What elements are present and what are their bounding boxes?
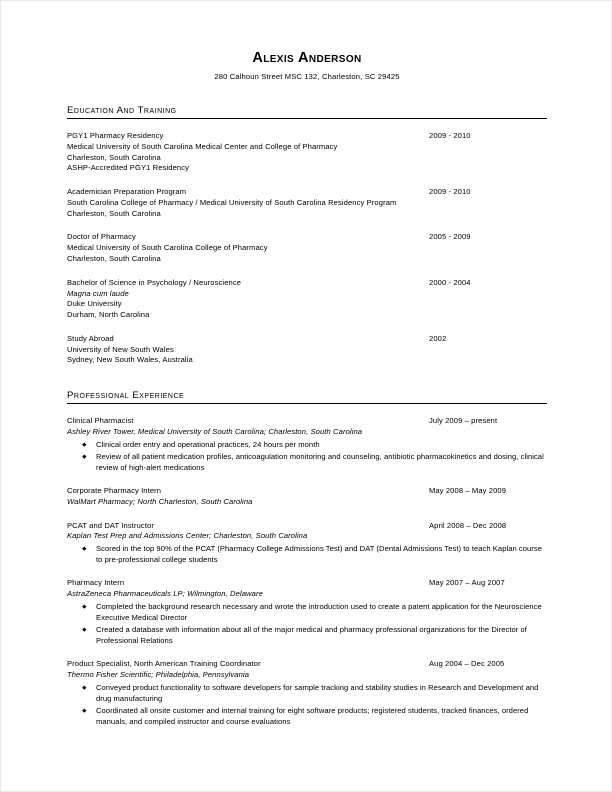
resume-entry xyxy=(67,278,547,321)
entry-detail-line: Medical University of South Carolina Medical Center and College of Pharmacy xyxy=(67,141,338,151)
entry-detail-line: Charleston, South Carolina xyxy=(67,152,161,162)
entry-title: Academician Preparation Program xyxy=(67,187,187,197)
entry-detail-line: Charleston, South Carolina xyxy=(67,208,161,218)
entry-detail-line: Sydney, New South Wales, Australia xyxy=(67,355,193,365)
bullet-item: Coordinated all onsite customer and internal training for eight software products; registered students, tracked finances, ordered manuals, and compiled instructor and course evaluations xyxy=(67,705,547,727)
entry-detail-line: Charleston, South Carolina xyxy=(67,253,161,263)
resume-entry xyxy=(67,659,547,727)
entry-subtitle: Ashley River Tower, Medical University of South Carolina; Charleston, South Carolina xyxy=(67,427,363,436)
resume-entry xyxy=(67,131,547,174)
bullet-item: Created a database with information about all of the major medical and pharmacy professional organizations for the Director of Professional Relations xyxy=(67,624,547,646)
entry-date: May 2008 – May 2009 xyxy=(429,486,507,496)
resume-entry xyxy=(67,486,547,508)
resume-entry xyxy=(67,521,547,566)
entry-bullet-list xyxy=(67,439,547,473)
entry-subtitle: AstraZeneca Pharmaceuticals LP; Wilmington, Delaware xyxy=(67,589,263,599)
entry-subtitle: Thermo Fisher Scientific; Philadelphia, Pennsylvania xyxy=(67,669,250,679)
resume-section xyxy=(67,105,547,366)
section-title: Professional Experience xyxy=(67,390,185,402)
candidate-address: 280 Calhoun Street MSC 132, Charleston, SC 29425 xyxy=(214,71,400,81)
bullet-item: Scored in the top 90% of the PCAT (Pharmacy College Admissions Test) and DAT (Dental Admissions Test) to teach Kaplan course to pre-professional college students xyxy=(67,543,547,565)
entry-detail-line: Medical University of South Carolina College of Pharmacy xyxy=(67,243,268,253)
entry-header xyxy=(67,334,547,345)
entry-date: 2002 xyxy=(429,333,447,343)
entry-title: Bachelor of Science in Psychology / Neuroscience xyxy=(67,277,242,287)
entry-date: 2005 - 2009 xyxy=(429,232,471,242)
entry-title: Pharmacy Intern xyxy=(67,578,125,588)
entry-bullet-list xyxy=(67,682,547,727)
bullet-item: Clinical order entry and operational practices, 24 hours per month xyxy=(67,439,547,450)
entry-title: PGY1 Pharmacy Residency xyxy=(67,130,164,140)
entry-date: 2009 - 2010 xyxy=(429,187,471,197)
entry-detail-line: South Carolina College of Pharmacy / Medical University of South Carolina Residency Program xyxy=(67,197,397,207)
resume-content xyxy=(67,1,547,740)
resume-sections xyxy=(67,105,547,727)
entry-title: Study Abroad xyxy=(67,333,114,343)
candidate-name: Alexis Anderson xyxy=(252,50,362,66)
entry-date: 2009 - 2010 xyxy=(429,130,471,140)
bullet-item: Review of all patient medication profiles, anticoagulation monitoring and counseling, antibiotic pharmacokinetics and dosing, clinical review of high-alert medications xyxy=(67,451,547,473)
entry-header xyxy=(67,131,547,142)
bullet-item: Completed the background research necessary and wrote the introduction used to create a patent application for the Neuroscience Executive Medical Director xyxy=(67,601,547,623)
entry-detail-line: University of New South Wales xyxy=(67,344,174,354)
entry-date: 2000 - 2004 xyxy=(429,277,471,287)
entry-bullet-list xyxy=(67,543,547,565)
bullet-item: Conveyed product functionality to software developers for sample tracking and stability studies in Research and Development and drug manufacturing xyxy=(67,682,547,704)
entry-detail-line: Duke University xyxy=(67,299,122,309)
resume-entry xyxy=(67,416,547,473)
section-divider xyxy=(67,118,547,119)
entry-header xyxy=(67,232,547,243)
entry-date: Aug 2004 – Dec 2005 xyxy=(429,659,505,669)
entry-date: April 2008 – Dec 2008 xyxy=(429,520,507,530)
entry-header xyxy=(67,521,547,532)
entry-subtitle: WalMart Pharmacy; North Charleston, South Carolina xyxy=(67,496,253,506)
resume-section xyxy=(67,390,547,727)
entry-title: PCAT and DAT Instructor xyxy=(67,520,154,530)
entry-title: Clinical Pharmacist xyxy=(67,416,134,426)
entry-detail-line: ASHP-Accredited PGY1 Residency xyxy=(67,163,190,173)
entry-subtitle: Magna cum laude xyxy=(67,288,129,298)
entry-header xyxy=(67,578,547,589)
entry-header xyxy=(67,416,547,427)
section-title: Education And Training xyxy=(67,104,177,116)
entry-bullet-list xyxy=(67,601,547,646)
resume-entry xyxy=(67,187,547,219)
entry-header xyxy=(67,187,547,198)
entry-header xyxy=(67,278,547,289)
entry-title: Corporate Pharmacy Intern xyxy=(67,486,162,496)
resume-entry xyxy=(67,578,547,646)
entry-header xyxy=(67,659,547,670)
entry-date: July 2009 – present xyxy=(429,416,498,426)
entry-header xyxy=(67,486,547,497)
section-divider xyxy=(67,403,547,404)
resume-entry xyxy=(67,334,547,366)
entry-title: Doctor of Pharmacy xyxy=(67,232,136,242)
resume-entry xyxy=(67,232,547,264)
entry-subtitle: Kaplan Test Prep and Admissions Center; Charleston, South Carolina xyxy=(67,531,308,541)
entry-title: Product Specialist, North American Training Coordinator xyxy=(67,659,261,669)
entry-detail-line: Durham, North Carolina xyxy=(67,310,150,320)
entry-date: May 2007 – Aug 2007 xyxy=(429,578,505,588)
